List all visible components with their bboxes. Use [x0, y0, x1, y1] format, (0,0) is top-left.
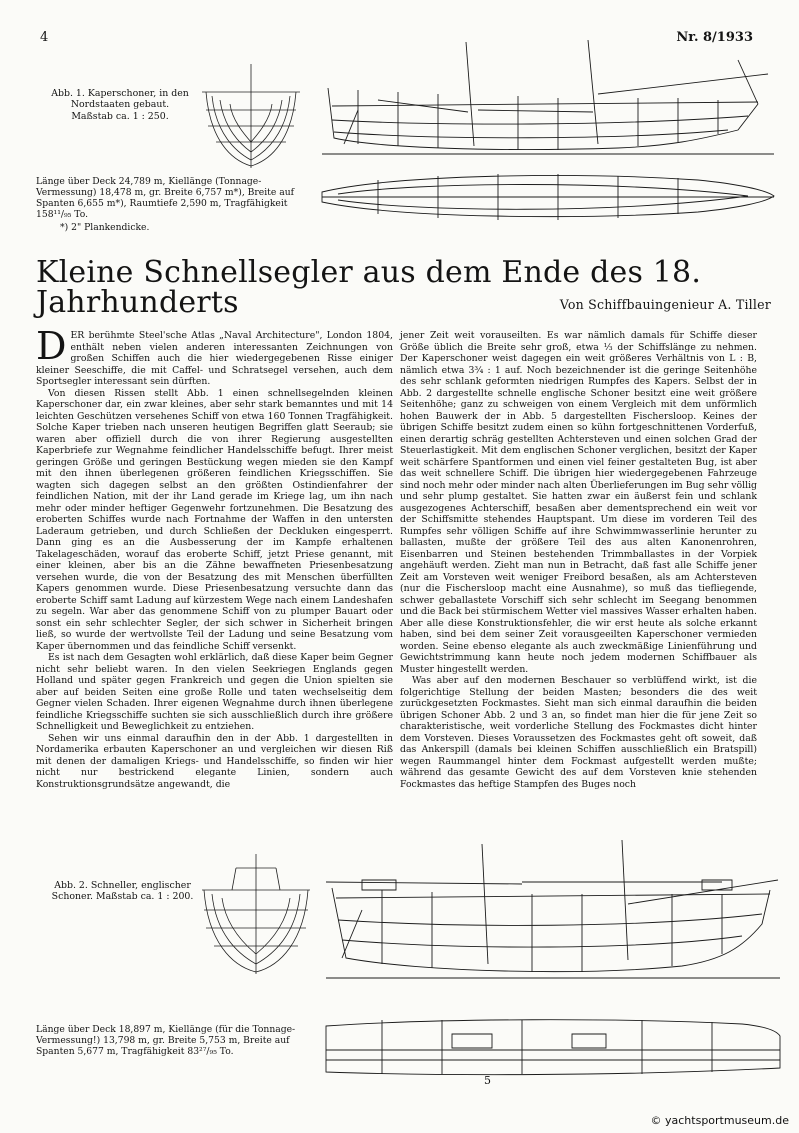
- figure-1-plan-drawing: [318, 168, 778, 226]
- page-number: 4: [40, 30, 49, 45]
- paragraph: [36, 324, 393, 388]
- figure-2-profile-drawing: [322, 840, 784, 1012]
- issue-number: Nr. 8/1933: [676, 30, 753, 45]
- figure-1-profile-drawing: [318, 40, 778, 170]
- figure-1-caption: Abb. 1. Kaperschoner, in den Nordstaaten gebaut. Maßstab ca. 1 : 250.: [51, 88, 189, 122]
- paragraph-text: ER berühmte Steel'sche Atlas „Naval Architecture", London 1804, enthält neben vielen anderen interessanten Zeichnungen von großen Schiffen auch die hier wiedergegebenen Risse einiger kleiner Seeschiffe, die mit Caffel- und Schratsegel versehen, auch dem Sportsegler interessant sein dürften.: [36, 330, 393, 387]
- article-author: Von Schiffbauingenieur A. Tiller: [559, 297, 771, 312]
- figure-2-body-plan: [196, 850, 316, 978]
- figure-2-specs: Länge über Deck 18,897 m, Kiellänge (für die Tonnage-Vermessung!) 13,798 m, gr. Breite 5,753 m, Breite auf Spanten 5,677 m, Tragfähigkeit 83²⁷/₉₅ To.: [36, 1024, 296, 1057]
- figure-1-footnote: *) 2" Plankendicke.: [60, 222, 150, 233]
- figure-1-specs: Länge über Deck 24,789 m, Kiellänge (Tonnage-Vermessung) 18,478 m, gr. Breite 6,757 m*), Breite auf Spanten 6,655 m*), Raumtiefe 2,590 m, Tragfähigkeit 158¹¹/₉₅ To.: [36, 176, 295, 220]
- figure-2-plan-drawing: [322, 1016, 784, 1090]
- watermark-credit: © yachtsportmuseum.de: [650, 1114, 789, 1127]
- paragraph: Sehen wir uns einmal daraufhin den in der Abb. 1 dargestellten in Nordamerika erbauten Kaperschoner an und vergleichen wir diesen Riß mit denen der damaligen Kriegs- und Handelsschiffe, so finden wir hier nicht nur bestrickend elegante Linien, sondern auch Konstruktionsgrundsätze angewandt, die: [36, 732, 393, 790]
- paragraph: Es ist nach dem Gesagten wohl erklärlich, daß diese Kaper beim Gegner nicht sehr beliebt waren. In den vielen Seekriegen Englands gegen Holland und später gegen Frankreich und gegen die Union spielten sie aber auf beiden Seiten eine große Rolle und taten wechselseitig dem Gegner vielen Schaden. Ihrer eigenen Wegnahme durch ihnen überlegene feindliche Kriegsschiffe suchten sie sich ausschließlich durch ihre größere Schnelligkeit und Beweglichkeit zu entziehen.: [36, 652, 393, 732]
- paragraph: jener Zeit weit vorauseilten. Es war nämlich damals für Schiffe dieser Größe üblich die Breite sehr groß, etwa ⅓ der Schiffslänge zu nehmen. Der Kaperschoner weist dagegen ein weit größeres Verhältnis von L : B, nämlich etwa 3¾ : 1 auf. Noch bezeichnender ist die geringe Seitenhöhe des sehr schlank geformten niedrigen Rumpfes des Kapers. Selbst der in Abb. 2 dargestellte schnelle englische Schoner besitzt eine weit größere Seitenhöhe; ganz zu schweigen von einem Vergleich mit dem unförmlich hohen Bauwerk der in Abb. 5 dargestellten Fischersloop. Keines der übrigen Schiffe besitzt zudem einen so kühn fortgeschnittenen Vorderfuß, einen derartig schräg gestellten Achtersteven und einen solchen Grad der Steuerlastigkeit. Mit dem englischen Schoner verglichen, besitzt der Kaper weit schärfere Spantformen und einen viel feiner gestalteten Bug, ist aber das weit schnellere Schiff. Die übrigen hier wiedergegebenen Fahrzeuge sind noch mehr oder minder nach alten Überlieferungen im Bug sehr völlig und sehr plump gestaltet. Sie hatten zwar ein äußerst fein und schlank ausgezogenes Achterschiff, besaßen aber dementsprechend ein weit vor der Schiffsmitte stehendes Hauptspant. Um diese im vorderen Teil des Rumpfes sehr völligen Schiffe auf ihre Schwimmwasserlinie herunter zu ballasten, mußte der größere Teil des aus alten Kanonenrohren, Eisenbarren und Steinen bestehenden Trimmballastes in der Vorpiek angehäuft werden. Zieht man nun in Betracht, daß fast alle Schiffe jener Zeit am Vorsteven weit weniger Freibord besaßen, als am Achtersteven (nur die Fischersloop macht eine Ausnahme), so muß das tiefliegende, schwer geballastete Vorschiff sich sehr schlecht im Seegang benommen und die Back bei stürmischem Wetter viel massives Wasser erhalten haben. Aber alle diese Konstruktionsfehler, die wir erst heute als solche erkannt haben, sind bei dem seiner Zeit vorausgeeilten Kaperschoner vermieden worden. Seine ebenso elegante als auch zweckmäßige Linienführung und Gewichtstrimmung kann heute noch jedem modernen Schiffbauer als Muster hingestellt werden.: [400, 330, 757, 675]
- paragraph: Von diesen Rissen stellt Abb. 1 einen schnellsegelnden kleinen Kaperschoner dar, ein zwar kleines, aber sehr stark bemanntes und mit 14 leichten Geschützen versehenes Schiff von etwa 160 Tonnen Tragfähigkeit. Solche Kaper trieben nach unseren heutigen Begriffen glatt Seeraub; sie waren aber offiziell durch die von ihrer Regierung ausgestellten Kaperbriefe zur Wegnahme feindlicher Handelsschiffe befugt. Ihrer meist geringen Größe und geringen Bestückung wegen mieden sie den Kampf mit den ihnen überlegenen größeren feindlichen Kriegsschiffen. Sie wagten sich dagegen selbst an den größten Ostindienfahrer der feindlichen Nation, mit der ihr Land gerade im Kriege lag, um ihn nach mehr oder minder heftiger Gegenwehr fortzunehmen. Die Besatzung des eroberten Schiffes wurde nach Fortnahme der Waffen in den untersten Laderaum getrieben, und durch Schließen der Deckluken eingesperrt. Dann ging es an die Ausbesserung der im Kampfe erhaltenen Takelageschäden, worauf das eroberte Schiff, jetzt Priese genannt, mit einer kleinen, aber bis an die Zähne bewaffneten Priesenbesatzung versehen wurde, die von der Besatzung des mit Menschen überfüllten Kapers genommen wurde. Diese Priesenbesatzung versuchte dann das eroberte Schiff samt Ladung auf kürzestem Wege nach einem Landeshafen zu segeln. War aber das genommene Schiff von zu plumper Bauart oder sonst ein sehr schlechter Segler, der sich schwer in Sicherheit bringen ließ, so wurde der wertvollste Teil der Ladung und seine Besatzung vom Kaper übernommen und das feindliche Schiff versenkt.: [36, 387, 393, 652]
- figure-1-body-plan: [196, 60, 306, 172]
- figure-2-caption: Abb. 2. Schneller, englischer Schoner. Maßstab ca. 1 : 200.: [51, 880, 194, 903]
- article-column-2: [400, 330, 757, 790]
- drawing-mark: 5: [484, 1074, 491, 1087]
- article-title: Kleine Schnellsegler aus dem Ende des 18. Jahrhunderts: [36, 255, 702, 320]
- paragraph: Was aber auf den modernen Beschauer so verblüffend wirkt, ist die folgerichtige Stellung der beiden Masten; besonders die des weit zurückgesetzten Fockmastes. Sieht man sich einmal daraufhin die beiden übrigen Schoner Abb. 2 und 3 an, so findet man hier die für jene Zeit so charakteristische, weit vorderliche Stellung des Fockmastes dicht hinter dem Vorsteven. Dieses Voraussetzen des Fockmastes geht oft soweit, daß das Ankerspill (damals bei kleinen Schiffen ausschließlich ein Bratspill) wegen Raummangel hinter dem Fockmast aufgestellt werden mußte; während das gesamte Gewicht des auf dem Vorsteven knie stehenden Fockmastes das heftige Stampfen des Buges noch: [400, 675, 757, 790]
- drop-cap: D: [36, 324, 67, 368]
- article-column-1: [36, 324, 393, 790]
